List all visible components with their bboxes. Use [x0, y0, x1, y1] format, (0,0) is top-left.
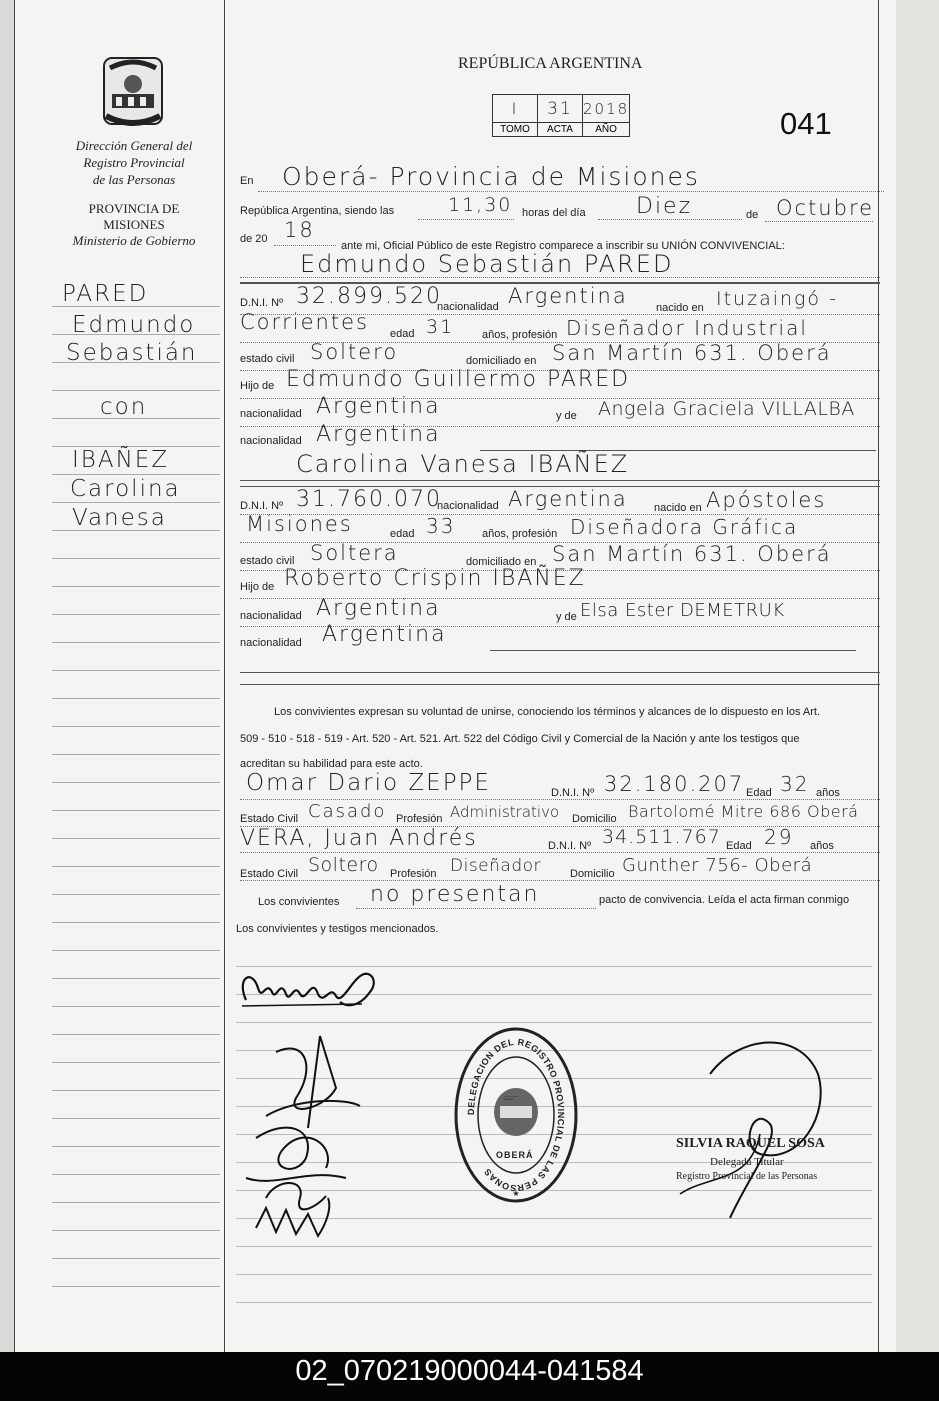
p2-prof-label: años, profesión — [482, 528, 558, 540]
p1-nac-label: nacionalidad — [437, 301, 499, 313]
w2-civil: Soltero — [308, 854, 379, 876]
scan-id: 02_070219000044-041584 — [295, 1355, 644, 1387]
p1-yde-label: y de — [556, 410, 577, 422]
scan-id-bar — [0, 1352, 939, 1401]
official-title: Delegada Titular — [710, 1156, 784, 1168]
pact-value: no presentan — [370, 882, 540, 907]
p1-civil-label: estado civil — [240, 353, 295, 365]
institution-line-2: Registro Provincial — [83, 155, 185, 170]
p1-dni: 32.899.520 — [296, 284, 442, 309]
p2-father: Roberto Crispin IBAÑEZ — [284, 566, 586, 591]
w1-name: Omar Dario ZEPPE — [246, 770, 491, 796]
w2-address: Gunther 756- Oberá — [622, 855, 813, 876]
p2-profession: Diseñadora Gráfica — [570, 515, 799, 539]
p2-mother-nat: Argentina — [322, 622, 447, 647]
p2-mother: Elsa Ester DEMETRUK — [580, 600, 785, 621]
w1-civil: Casado — [308, 801, 387, 822]
p1-mother: Angela Graciela VILLALBA — [598, 398, 855, 420]
margin-given-1a: Edmundo — [72, 312, 196, 338]
w1-profession: Administrativo — [450, 803, 560, 821]
province-line-2: MISIONES — [103, 217, 165, 232]
w1-prof-label: Profesión — [396, 813, 443, 825]
seal-emblem-text: PROVINCIA DE MISIONES — [504, 1096, 519, 1101]
p1-nacido-label: nacido en — [656, 302, 704, 314]
p2-birthplace2: Misiones — [246, 512, 353, 536]
margin-connector: con — [100, 394, 148, 420]
w2-age: 29 — [764, 825, 794, 849]
de-label: de — [746, 209, 759, 221]
p1-fnac-label: nacionalidad — [240, 408, 302, 420]
register-box — [492, 94, 630, 137]
p2-yde-label: y de — [556, 611, 577, 623]
w1-address: Bartolomé Mitre 686 Oberá — [628, 802, 859, 821]
w1-edad-label: Edad — [746, 787, 772, 799]
siendo-label: República Argentina, siendo las — [240, 205, 395, 217]
tomo-value: I — [493, 95, 538, 123]
p2-dom-label: domiciliado en — [466, 556, 537, 568]
margin-given-1b: Sebastián — [66, 340, 198, 366]
acta-value: 31 — [538, 95, 583, 123]
p1-dom-label: domiciliado en — [466, 355, 537, 367]
margin-line-outer — [14, 0, 15, 1352]
province-block — [34, 201, 234, 249]
ministry-label: Ministerio de Gobierno — [72, 233, 196, 248]
official-name: SILVIA RAQUEL SOSA — [676, 1136, 825, 1151]
p2-birthplace: Apóstoles — [706, 488, 827, 512]
p1-civil: Soltero — [310, 340, 399, 364]
registry-seal — [452, 1026, 580, 1204]
p2-fullname: Carolina Vanesa IBAÑEZ — [296, 450, 630, 478]
p1-address: San Martín 631. Oberá — [552, 341, 832, 365]
year-value: 18 — [284, 218, 315, 242]
p1-nationality: Argentina — [508, 284, 628, 308]
p1-fullname: Edmundo Sebastián PARED — [300, 250, 674, 278]
institution-block — [34, 137, 234, 188]
month-value: Octubre — [776, 196, 875, 220]
margin-given-2b: Vanesa — [72, 505, 167, 531]
acta-label: ACTA — [538, 123, 583, 137]
p1-dni-label: D.N.I. Nº — [240, 297, 284, 309]
province-line-1: PROVINCIA DE — [88, 201, 180, 216]
year-prefix: de 20 — [240, 233, 268, 245]
seal-ring-text: DELEGACION DEL REGISTRO PROVINCIAL DE LAS PERSONAS — [465, 1036, 567, 1194]
hour-value: 11,30 — [448, 194, 513, 216]
p2-nationality: Argentina — [508, 487, 628, 511]
margin-surname-2: IBAÑEZ — [72, 447, 170, 473]
p2-dni-label: D.N.I. Nº — [240, 500, 284, 512]
p2-nacido-label: nacido en — [654, 502, 702, 514]
anio-label: AÑO — [583, 123, 630, 137]
margin-given-2a: Carolina — [70, 476, 181, 502]
institution-line-1: Dirección General del — [75, 138, 193, 153]
statement-line-3: acreditan su habilidad para este acto. — [240, 758, 423, 770]
p2-civil-label: estado civil — [240, 555, 295, 567]
p2-fnac-label: nacionalidad — [240, 610, 302, 622]
p2-edad-label: edad — [390, 528, 415, 540]
w2-dni: 34.511.767 — [602, 826, 721, 848]
w1-dni: 32.180.207 — [604, 772, 745, 796]
p1-mnac-label: nacionalidad — [240, 435, 302, 447]
en-label: En — [240, 175, 254, 187]
w1-age: 32 — [780, 772, 810, 796]
w2-name: VERA, Juan Andrés — [240, 826, 478, 851]
statement-line-1: Los convivientes expresan su voluntad de unirse, conociendo los términos y alcances de lo dispuesto en los Art. — [274, 706, 821, 718]
p1-age: 31 — [426, 316, 455, 338]
p2-hijo-label: Hijo de — [240, 581, 275, 593]
p1-hijo-label: Hijo de — [240, 380, 275, 392]
tomo-label: TOMO — [493, 123, 538, 137]
p1-father-nat: Argentina — [316, 394, 441, 419]
signature-1 — [232, 958, 392, 1020]
svg-text:★: ★ — [512, 1189, 520, 1198]
p2-address: San Martín 631. Oberá — [552, 542, 832, 566]
p1-prof-label: años, profesión — [482, 329, 558, 341]
p2-father-nat: Argentina — [316, 596, 441, 621]
w1-anos-label: años — [816, 787, 840, 799]
p2-age: 33 — [426, 514, 456, 538]
p1-edad-label: edad — [390, 328, 415, 340]
p1-profession: Diseñador Industrial — [566, 316, 808, 340]
country-header: REPÚBLICA ARGENTINA — [458, 55, 643, 72]
w2-dni-label: D.N.I. Nº — [548, 840, 592, 852]
province-logo — [98, 54, 168, 132]
margin-surname-1: PARED — [62, 281, 149, 307]
signature-stack — [236, 1028, 376, 1248]
p1-birthplace2: Corrientes — [240, 310, 369, 334]
pact-text: pacto de convivencia. Leída el acta firman conmigo — [599, 894, 850, 906]
page-edge-right — [896, 0, 939, 1352]
place-value: Oberá- Provincia de Misiones — [282, 162, 700, 191]
p2-dni: 31.760.070 — [296, 487, 442, 512]
p1-mother-nat: Argentina — [316, 422, 441, 447]
institution-line-3: de las Personas — [92, 172, 176, 187]
p2-civil: Soltera — [310, 541, 399, 565]
w2-prof-label: Profesión — [390, 868, 437, 880]
horas-label: horas del día — [522, 207, 586, 219]
p2-mnac-label: nacionalidad — [240, 637, 302, 649]
w2-civil-label: Estado Civil — [240, 868, 299, 880]
page-edge-left — [0, 0, 14, 1352]
w2-edad-label: Edad — [726, 840, 752, 852]
w1-civil-label: Estado Civil — [240, 813, 299, 825]
official-office: Registro Provincial de las Personas — [676, 1171, 818, 1182]
official-signature — [670, 1034, 830, 1224]
p1-birthplace: Ituzaingó - — [716, 288, 838, 310]
anio-value: 2018 — [583, 95, 630, 123]
day-value: Diez — [636, 194, 693, 219]
p1-father: Edmundo Guillermo PARED — [286, 367, 631, 392]
p2-nac-label: nacionalidad — [437, 500, 499, 512]
seal-city: OBERÁ — [496, 1150, 534, 1160]
w1-dni-label: D.N.I. Nº — [551, 787, 595, 799]
act-number: 041 — [780, 106, 832, 141]
ante-label: ante mi, Oficial Público de este Registro comparece a inscribir su UNIÓN CONVIVENCIAL: — [341, 240, 785, 252]
statement-line-2: 509 - 510 - 518 - 519 - Art. 520 - Art. 521. Art. 522 del Código Civil y Comercial de la Nación y ante los testigos que — [240, 733, 800, 745]
w2-anos-label: años — [810, 840, 834, 852]
w2-dom-label: Domicilio — [570, 868, 615, 880]
w1-dom-label: Domicilio — [572, 813, 617, 825]
w2-profession: Diseñador — [450, 856, 542, 876]
closing-line-2: Los convivientes y testigos mencionados. — [236, 923, 439, 935]
margin-line-right — [878, 0, 879, 1352]
closing-label: Los convivientes — [258, 896, 340, 908]
